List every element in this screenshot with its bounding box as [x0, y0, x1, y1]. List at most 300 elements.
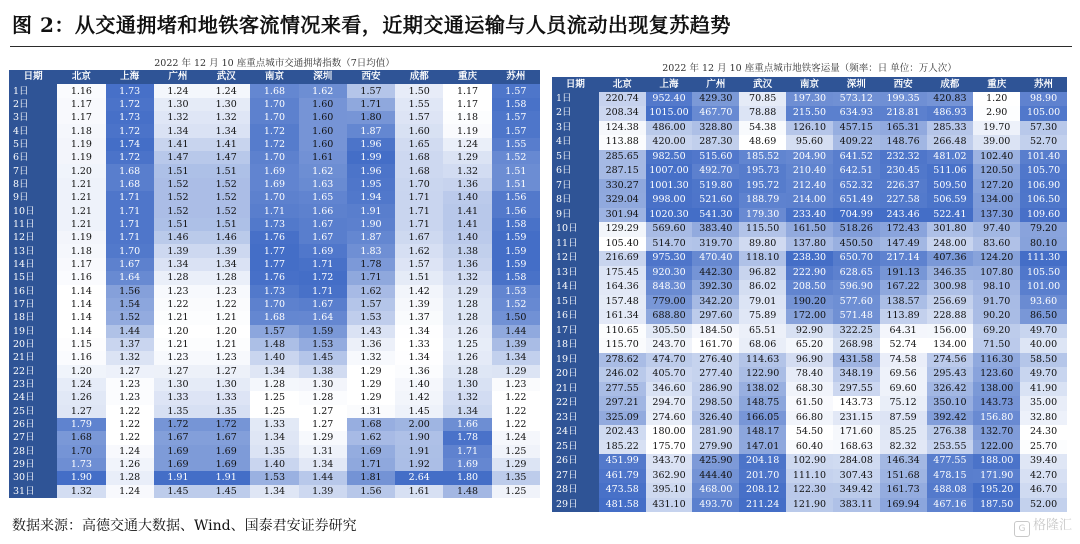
subway-cell: 199.35 [880, 92, 927, 107]
congestion-cell: 1.32 [106, 351, 154, 364]
subway-cell: 228.88 [927, 309, 974, 324]
congestion-cell: 1.31 [347, 405, 395, 418]
congestion-row-date: 31日 [9, 485, 57, 498]
subway-header-city: 西安 [880, 77, 927, 92]
subway-row-date: 12日 [552, 251, 599, 266]
congestion-cell: 1.57 [395, 111, 443, 124]
congestion-row-date: 2日 [9, 98, 57, 111]
congestion-cell: 1.60 [395, 124, 443, 137]
congestion-cell: 1.58 [492, 98, 540, 111]
subway-cell: 49.70 [1020, 324, 1067, 339]
congestion-row [9, 325, 540, 338]
subway-row-date: 22日 [552, 396, 599, 411]
subway-cell: 65.51 [739, 324, 786, 339]
congestion-cell: 1.19 [57, 231, 105, 244]
congestion-cell: 1.28 [443, 311, 491, 324]
congestion-row-date: 30日 [9, 471, 57, 484]
congestion-row [9, 431, 540, 444]
congestion-cell: 1.52 [202, 191, 250, 204]
congestion-cell: 1.59 [492, 231, 540, 244]
congestion-cell: 1.28 [443, 365, 491, 378]
congestion-cell: 1.44 [299, 471, 347, 484]
congestion-cell: 1.14 [57, 285, 105, 298]
congestion-cell: 1.20 [57, 164, 105, 177]
congestion-cell: 1.36 [443, 258, 491, 271]
figure-title: 图 2：从交通拥堵和地铁客流情况来看，近期交通运输与人员流动出现复苏趋势 [12, 13, 731, 37]
congestion-row-date: 19日 [9, 325, 57, 338]
subway-cell: 115.50 [739, 222, 786, 237]
congestion-cell: 1.33 [202, 391, 250, 404]
congestion-cell: 1.35 [250, 445, 298, 458]
congestion-cell: 1.56 [492, 191, 540, 204]
congestion-row-date: 27日 [9, 431, 57, 444]
subway-cell: 175.45 [599, 266, 646, 281]
congestion-cell: 1.18 [57, 124, 105, 137]
congestion-cell: 1.23 [106, 391, 154, 404]
congestion-cell: 1.25 [443, 338, 491, 351]
congestion-cell: 1.30 [154, 98, 202, 111]
subway-cell: 952.40 [646, 92, 693, 107]
congestion-cell: 1.17 [443, 98, 491, 111]
subway-cell: 281.90 [692, 425, 739, 440]
congestion-header-city: 广州 [154, 70, 202, 84]
subway-cell: 120.50 [973, 164, 1020, 179]
subway-cell: 295.43 [927, 367, 974, 382]
congestion-cell: 1.72 [299, 271, 347, 284]
subway-cell: 268.98 [833, 338, 880, 353]
congestion-cell: 1.36 [443, 178, 491, 191]
congestion-row-date: 15日 [9, 271, 57, 284]
congestion-row-date: 4日 [9, 124, 57, 137]
subway-cell: 101.00 [1020, 280, 1067, 295]
congestion-cell: 1.78 [443, 431, 491, 444]
subway-cell: 297.55 [833, 382, 880, 397]
subway-cell: 519.80 [692, 179, 739, 194]
subway-header-city: 上海 [646, 77, 693, 92]
subway-row [552, 106, 1067, 121]
congestion-cell: 2.64 [395, 471, 443, 484]
congestion-cell: 1.28 [250, 378, 298, 391]
congestion-cell: 1.90 [57, 471, 105, 484]
subway-cell: 111.30 [1020, 251, 1067, 266]
watermark-text: 格隆汇 [1032, 518, 1072, 533]
subway-cell: 243.46 [880, 208, 927, 223]
subway-cell: 467.70 [692, 106, 739, 121]
congestion-cell: 1.39 [202, 244, 250, 257]
congestion-table-panel [9, 57, 540, 498]
congestion-row [9, 151, 540, 164]
congestion-cell: 1.56 [106, 285, 154, 298]
subway-cell: 185.22 [599, 440, 646, 455]
subway-cell: 171.60 [833, 425, 880, 440]
congestion-cell: 1.69 [347, 445, 395, 458]
subway-cell: 294.70 [646, 396, 693, 411]
subway-cell: 651.49 [833, 193, 880, 208]
congestion-cell: 1.57 [492, 124, 540, 137]
congestion-cell: 1.57 [395, 258, 443, 271]
congestion-row-date: 22日 [9, 365, 57, 378]
congestion-row [9, 138, 540, 151]
subway-cell: 179.30 [739, 208, 786, 223]
congestion-cell: 1.67 [154, 431, 202, 444]
congestion-row [9, 111, 540, 124]
congestion-cell: 1.30 [154, 378, 202, 391]
subway-cell: 217.14 [880, 251, 927, 266]
subway-cell: 266.48 [927, 135, 974, 150]
congestion-row [9, 204, 540, 217]
congestion-cell: 1.96 [347, 164, 395, 177]
subway-row-date: 13日 [552, 266, 599, 281]
congestion-cell: 1.22 [106, 431, 154, 444]
congestion-cell: 1.67 [106, 258, 154, 271]
subway-row-date: 26日 [552, 454, 599, 469]
congestion-cell: 1.70 [250, 98, 298, 111]
subway-row-date: 20日 [552, 367, 599, 382]
subway-cell: 442.30 [692, 266, 739, 281]
congestion-cell: 1.69 [202, 458, 250, 471]
subway-row-date: 2日 [552, 106, 599, 121]
congestion-cell: 1.48 [443, 485, 491, 498]
subway-cell: 126.10 [786, 121, 833, 136]
congestion-cell: 1.94 [347, 191, 395, 204]
subway-cell: 78.88 [739, 106, 786, 121]
subway-row-date: 16日 [552, 309, 599, 324]
congestion-cell: 1.42 [395, 285, 443, 298]
subway-cell: 68.06 [739, 338, 786, 353]
subway-row [552, 411, 1067, 426]
subway-cell: 78.40 [786, 367, 833, 382]
subway-cell: 146.34 [880, 454, 927, 469]
congestion-cell: 1.29 [347, 378, 395, 391]
congestion-row-date: 9日 [9, 191, 57, 204]
subway-cell: 54.38 [739, 121, 786, 136]
subway-cell: 220.74 [599, 92, 646, 107]
congestion-cell: 1.21 [202, 311, 250, 324]
congestion-cell: 1.17 [443, 84, 491, 97]
subway-cell: 122.30 [786, 483, 833, 498]
subway-cell: 431.58 [833, 353, 880, 368]
congestion-cell: 1.28 [106, 471, 154, 484]
subway-cell: 134.00 [973, 193, 1020, 208]
congestion-cell: 1.35 [154, 405, 202, 418]
congestion-row-date: 3日 [9, 111, 57, 124]
subway-row-date: 1日 [552, 92, 599, 107]
subway-cell: 79.01 [739, 295, 786, 310]
subway-cell: 58.50 [1020, 353, 1067, 368]
subway-row [552, 498, 1067, 513]
subway-cell: 246.02 [599, 367, 646, 382]
subway-cell: 208.12 [739, 483, 786, 498]
subway-row-date: 27日 [552, 469, 599, 484]
subway-cell: 571.48 [833, 309, 880, 324]
congestion-cell: 1.40 [443, 231, 491, 244]
congestion-cell: 1.39 [154, 244, 202, 257]
congestion-row [9, 84, 540, 97]
congestion-cell: 1.33 [154, 391, 202, 404]
subway-cell: 151.68 [880, 469, 927, 484]
congestion-cell: 1.53 [492, 285, 540, 298]
congestion-cell: 1.70 [250, 111, 298, 124]
congestion-cell: 1.29 [492, 458, 540, 471]
congestion-cell: 1.87 [347, 231, 395, 244]
subway-cell: 492.70 [692, 164, 739, 179]
congestion-cell: 1.72 [106, 98, 154, 111]
subway-row [552, 425, 1067, 440]
congestion-cell: 1.25 [492, 485, 540, 498]
congestion-cell: 1.26 [443, 351, 491, 364]
congestion-row [9, 191, 540, 204]
subway-cell: 298.50 [692, 396, 739, 411]
subway-cell: 48.69 [739, 135, 786, 150]
congestion-cell: 1.72 [250, 124, 298, 137]
congestion-cell: 1.71 [106, 191, 154, 204]
congestion-row [9, 405, 540, 418]
subway-cell: 2.90 [973, 106, 1020, 121]
congestion-cell: 1.72 [106, 151, 154, 164]
congestion-cell: 1.22 [492, 405, 540, 418]
congestion-cell: 1.28 [299, 391, 347, 404]
subway-cell: 285.33 [927, 121, 974, 136]
congestion-cell: 1.24 [154, 84, 202, 97]
congestion-cell: 1.69 [202, 445, 250, 458]
congestion-cell: 1.63 [299, 178, 347, 191]
subway-cell: 319.70 [692, 237, 739, 252]
subway-row [552, 469, 1067, 484]
subway-cell: 40.00 [1020, 338, 1067, 353]
congestion-cell: 1.60 [299, 111, 347, 124]
congestion-row-date: 29日 [9, 458, 57, 471]
congestion-table-body [9, 84, 540, 498]
congestion-cell: 1.51 [154, 164, 202, 177]
subway-cell: 118.10 [739, 251, 786, 266]
subway-row-date: 14日 [552, 280, 599, 295]
congestion-cell: 1.22 [154, 298, 202, 311]
subway-cell: 238.30 [786, 251, 833, 266]
congestion-cell: 1.29 [443, 285, 491, 298]
subway-cell: 628.65 [833, 266, 880, 281]
congestion-cell: 1.24 [106, 485, 154, 498]
congestion-row [9, 471, 540, 484]
congestion-cell: 1.55 [395, 98, 443, 111]
subway-cell: 431.10 [646, 498, 693, 513]
subway-cell: 138.02 [739, 382, 786, 397]
subway-cell: 32.80 [1020, 411, 1067, 426]
congestion-cell: 1.38 [443, 244, 491, 257]
subway-row [552, 164, 1067, 179]
subway-cell: 779.00 [646, 295, 693, 310]
congestion-row [9, 244, 540, 257]
congestion-cell: 1.51 [202, 164, 250, 177]
congestion-cell: 1.18 [443, 111, 491, 124]
subway-cell: 514.70 [646, 237, 693, 252]
subway-row-date: 8日 [552, 193, 599, 208]
subway-row [552, 396, 1067, 411]
subway-cell: 71.50 [973, 338, 1020, 353]
subway-cell: 161.73 [880, 483, 927, 498]
congestion-cell: 1.41 [154, 138, 202, 151]
subway-cell: 577.60 [833, 295, 880, 310]
subway-cell: 511.06 [927, 164, 974, 179]
congestion-cell: 1.22 [202, 298, 250, 311]
congestion-cell: 1.71 [106, 218, 154, 231]
subway-cell: 122.90 [739, 367, 786, 382]
subway-cell: 349.42 [833, 483, 880, 498]
congestion-cell: 1.67 [202, 431, 250, 444]
subway-cell: 69.60 [880, 382, 927, 397]
congestion-cell: 1.60 [299, 98, 347, 111]
subway-cell: 124.38 [599, 121, 646, 136]
congestion-cell: 1.27 [154, 365, 202, 378]
subway-row-date: 21日 [552, 382, 599, 397]
subway-cell: 286.90 [692, 382, 739, 397]
congestion-row [9, 231, 540, 244]
subway-cell: 114.63 [739, 353, 786, 368]
subway-cell: 634.93 [833, 106, 880, 121]
congestion-cell: 2.00 [395, 418, 443, 431]
congestion-cell: 1.34 [299, 458, 347, 471]
subway-cell: 486.93 [927, 106, 974, 121]
subway-cell: 346.60 [646, 382, 693, 397]
subway-cell: 1007.00 [646, 164, 693, 179]
congestion-row [9, 311, 540, 324]
congestion-cell: 1.14 [57, 298, 105, 311]
congestion-cell: 1.66 [299, 204, 347, 217]
congestion-cell: 1.90 [395, 431, 443, 444]
congestion-cell: 1.83 [347, 244, 395, 257]
subway-cell: 190.20 [786, 295, 833, 310]
subway-cell: 105.40 [599, 237, 646, 252]
subway-cell: 127.20 [973, 179, 1020, 194]
congestion-cell: 1.37 [395, 311, 443, 324]
congestion-cell: 1.32 [443, 271, 491, 284]
subway-cell: 156.80 [973, 411, 1020, 426]
congestion-row-date: 6日 [9, 151, 57, 164]
congestion-cell: 1.62 [299, 84, 347, 97]
subway-cell: 134.00 [927, 338, 974, 353]
subway-cell: 650.70 [833, 251, 880, 266]
congestion-cell: 1.73 [106, 84, 154, 97]
congestion-header-city: 西安 [347, 70, 395, 84]
congestion-cell: 1.14 [57, 325, 105, 338]
subway-cell: 143.73 [973, 396, 1020, 411]
congestion-cell: 1.76 [250, 271, 298, 284]
congestion-cell: 1.21 [154, 311, 202, 324]
subway-cell: 226.37 [880, 179, 927, 194]
subway-cell: 405.70 [646, 367, 693, 382]
subway-row [552, 295, 1067, 310]
subway-cell: 35.00 [1020, 396, 1067, 411]
congestion-cell: 1.55 [492, 138, 540, 151]
subway-cell: 509.50 [927, 179, 974, 194]
subway-cell: 102.90 [786, 454, 833, 469]
subway-cell: 161.34 [599, 309, 646, 324]
subway-cell: 218.81 [880, 106, 927, 121]
congestion-cell: 1.60 [299, 124, 347, 137]
congestion-cell: 1.67 [299, 231, 347, 244]
congestion-cell: 1.45 [154, 485, 202, 498]
congestion-row [9, 485, 540, 498]
congestion-cell: 1.17 [57, 111, 105, 124]
subway-cell: 106.90 [1020, 179, 1067, 194]
congestion-cell: 1.65 [299, 191, 347, 204]
subway-cell: 287.15 [599, 164, 646, 179]
subway-cell: 122.00 [973, 440, 1020, 455]
congestion-cell: 1.20 [202, 325, 250, 338]
subway-cell: 106.50 [1020, 193, 1067, 208]
congestion-cell: 1.24 [492, 431, 540, 444]
subway-cell: 383.40 [692, 222, 739, 237]
subway-cell: 52.74 [880, 338, 927, 353]
congestion-cell: 1.26 [106, 458, 154, 471]
subway-row [552, 150, 1067, 165]
subway-cell: 113.89 [880, 309, 927, 324]
subway-cell: 148.17 [739, 425, 786, 440]
congestion-cell: 1.60 [299, 138, 347, 151]
subway-cell: 204.90 [786, 150, 833, 165]
congestion-cell: 1.36 [395, 365, 443, 378]
congestion-row [9, 338, 540, 351]
congestion-row [9, 271, 540, 284]
subway-row [552, 440, 1067, 455]
subway-cell: 187.50 [973, 498, 1020, 513]
congestion-row [9, 351, 540, 364]
congestion-cell: 1.46 [154, 231, 202, 244]
congestion-cell: 1.70 [57, 445, 105, 458]
congestion-cell: 1.28 [202, 271, 250, 284]
subway-cell: 70.85 [739, 92, 786, 107]
subway-cell: 522.41 [927, 208, 974, 223]
congestion-row-date: 21日 [9, 351, 57, 364]
subway-row-date: 25日 [552, 440, 599, 455]
subway-cell: 329.04 [599, 193, 646, 208]
subway-cell: 350.10 [927, 396, 974, 411]
congestion-cell: 1.65 [395, 138, 443, 151]
congestion-cell: 1.71 [299, 285, 347, 298]
congestion-cell: 1.72 [106, 124, 154, 137]
subway-cell: 24.30 [1020, 425, 1067, 440]
congestion-cell: 1.72 [202, 418, 250, 431]
subway-cell: 395.10 [646, 483, 693, 498]
subway-header-city: 武汉 [739, 77, 786, 92]
congestion-cell: 1.29 [347, 391, 395, 404]
subway-cell: 46.70 [1020, 483, 1067, 498]
congestion-cell: 1.34 [492, 351, 540, 364]
congestion-cell: 1.21 [57, 204, 105, 217]
subway-cell: 138.57 [880, 295, 927, 310]
congestion-cell: 1.27 [299, 405, 347, 418]
subway-cell: 148.75 [739, 396, 786, 411]
congestion-cell: 1.23 [492, 378, 540, 391]
congestion-cell: 1.51 [492, 178, 540, 191]
congestion-cell: 1.67 [299, 218, 347, 231]
congestion-cell: 1.32 [443, 391, 491, 404]
congestion-cell: 1.39 [395, 298, 443, 311]
subway-cell: 168.63 [833, 440, 880, 455]
subway-cell: 188.79 [739, 193, 786, 208]
congestion-row-date: 12日 [9, 231, 57, 244]
congestion-row-date: 1日 [9, 84, 57, 97]
subway-cell: 195.72 [739, 179, 786, 194]
subway-table-panel [552, 62, 1067, 512]
congestion-cell: 1.28 [443, 298, 491, 311]
congestion-cell: 1.56 [492, 204, 540, 217]
congestion-cell: 1.29 [492, 365, 540, 378]
congestion-cell: 1.16 [57, 351, 105, 364]
subway-cell: 325.09 [599, 411, 646, 426]
subway-row [552, 208, 1067, 223]
subway-cell: 98.10 [973, 280, 1020, 295]
congestion-cell: 1.24 [57, 378, 105, 391]
